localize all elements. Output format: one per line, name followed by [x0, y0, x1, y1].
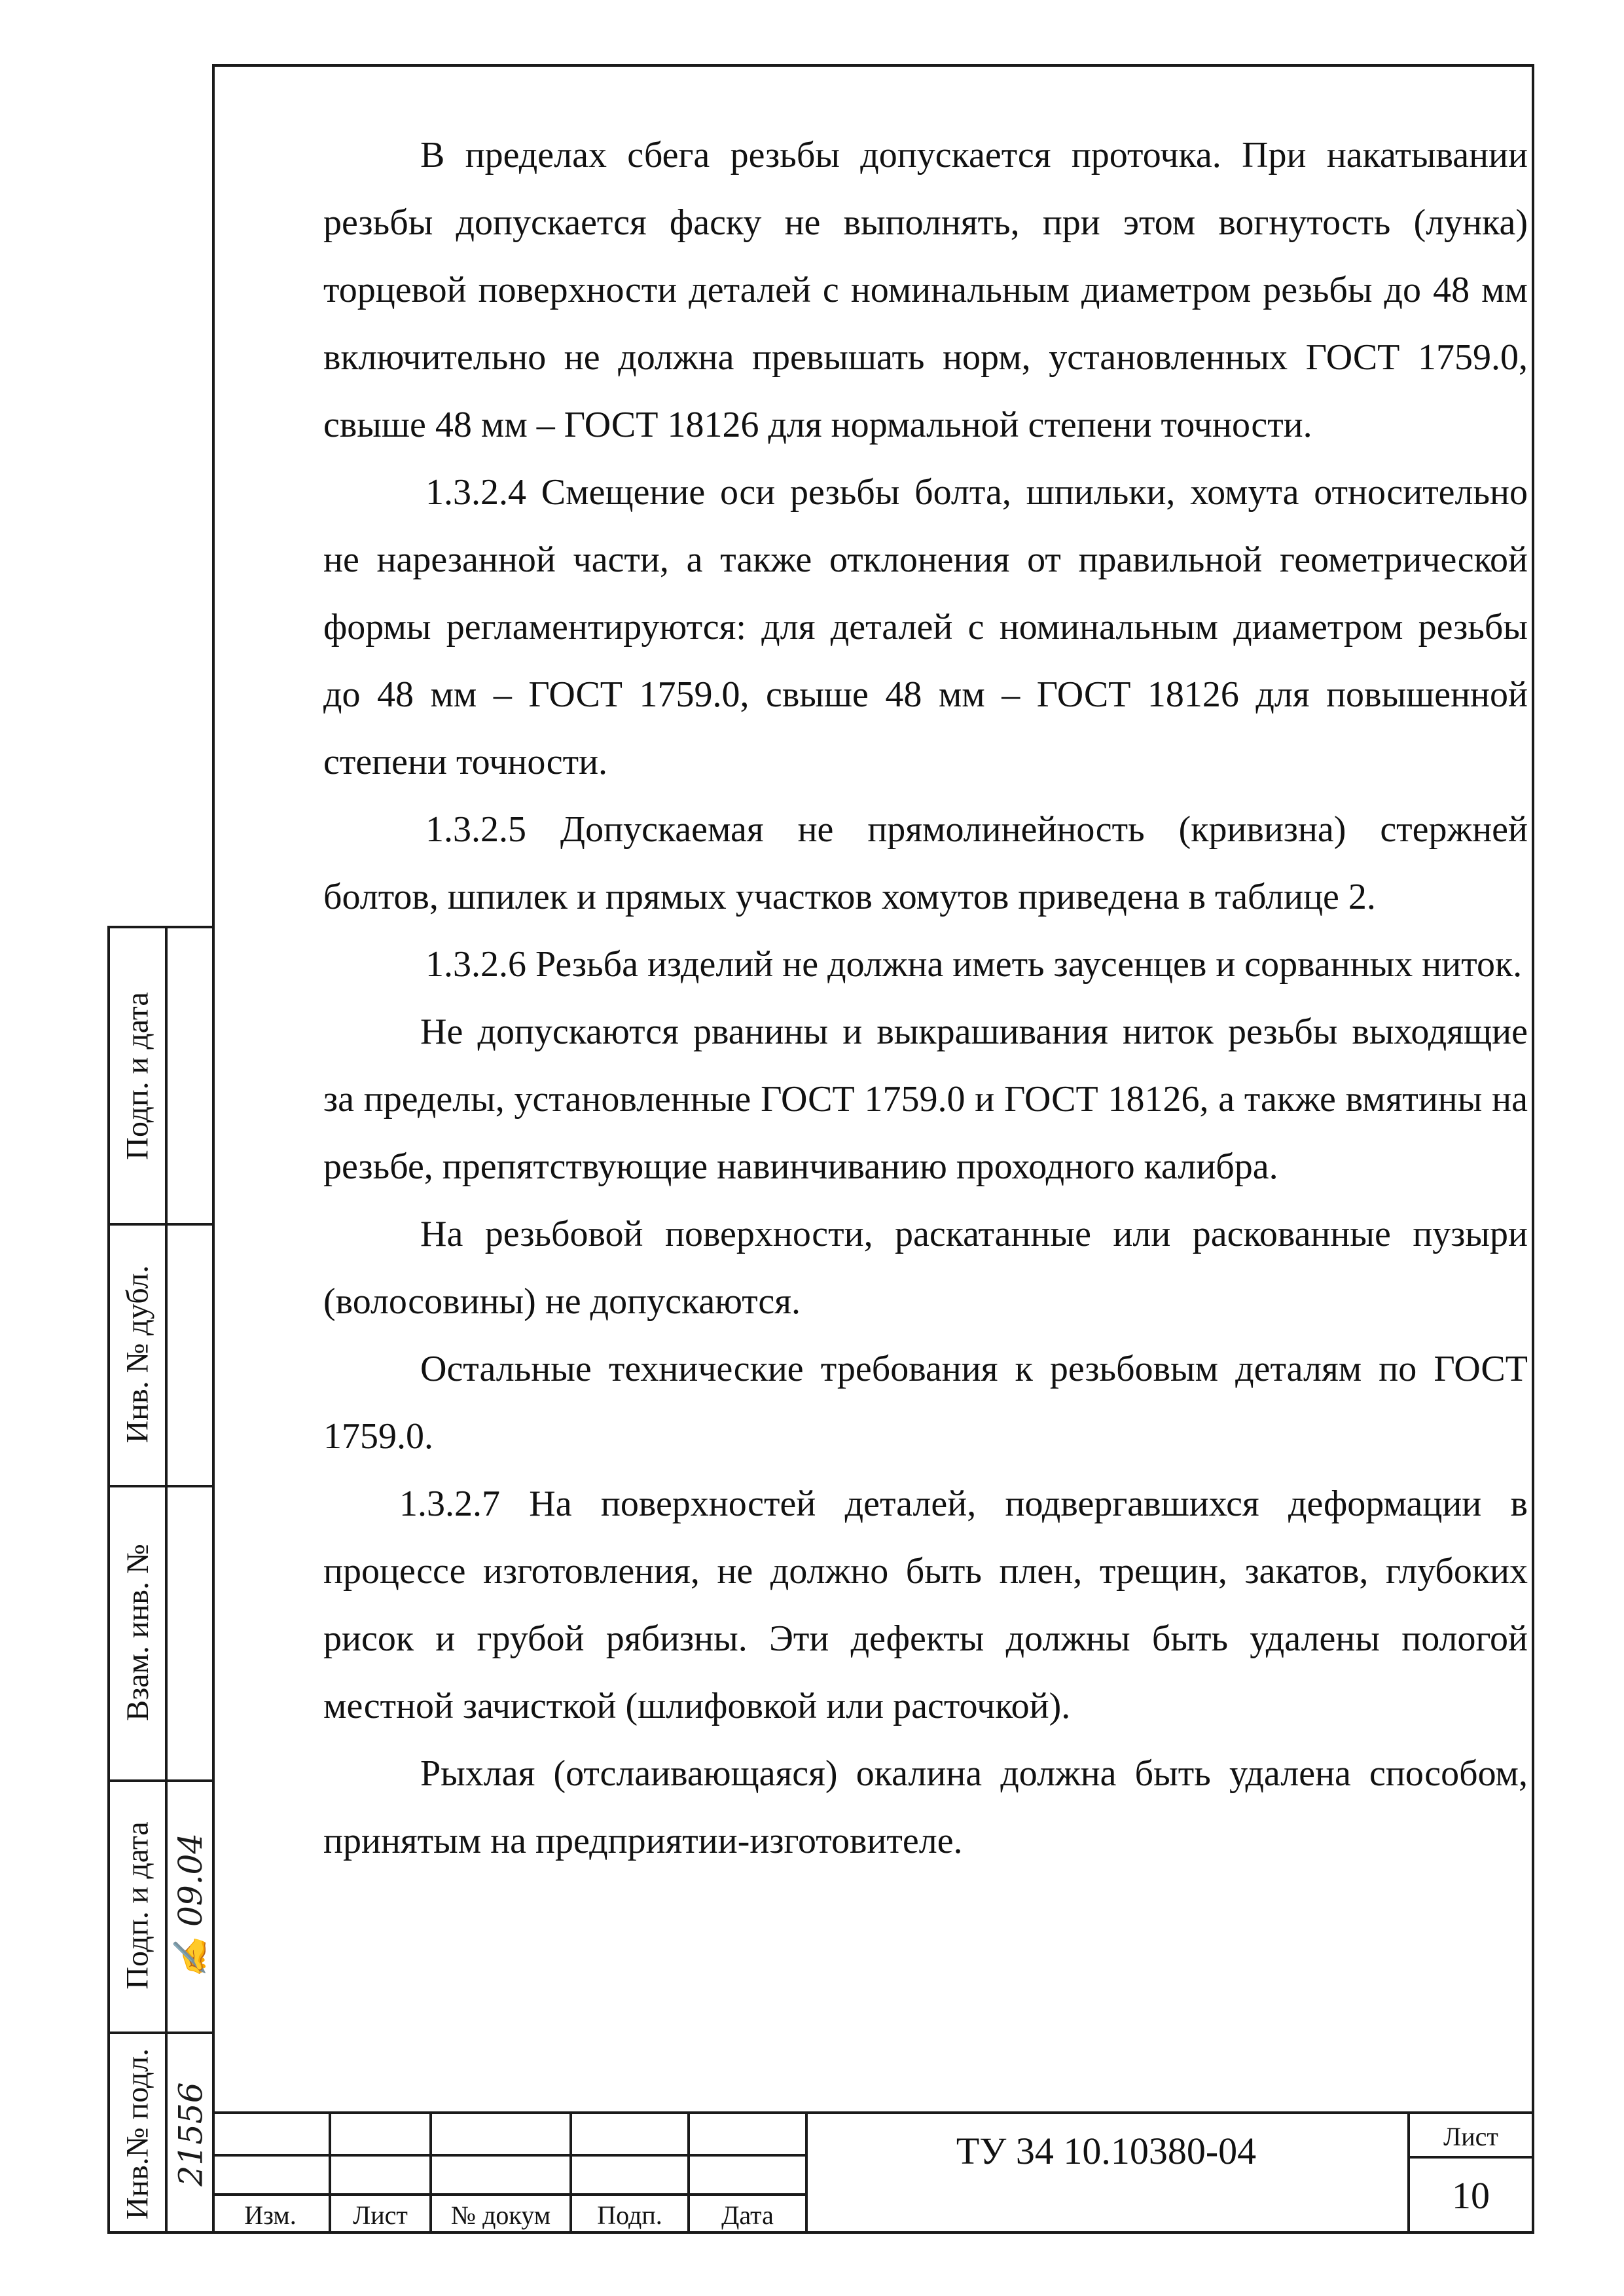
stamp-inv-podl: Инв.№ подл.	[120, 2048, 155, 2220]
title-block-mid-line	[212, 2154, 805, 2157]
paragraph: На резьбовой поверхности, раскатанные или раскованные пузыри (волосовины) не допускаются.	[323, 1214, 1528, 1322]
paragraph: Рыхлая (отслаивающаяся) окалина должна быть удалена способом, принятым на предприятии-изготовителе.	[323, 1753, 1528, 1861]
side-stamp	[107, 926, 215, 2234]
paragraph: 1.3.2.7 На поверхностей деталей, подвергавшихся деформации в процессе изготовления, не должно быть плен, трещин, закатов, глубоких рисок и грубой рябизны. Эти дефекты должны быть удалены пологой местной зачисткой (шлифовкой или расточкой).	[323, 1484, 1528, 1726]
col-dokum: № докум	[450, 2200, 551, 2230]
stamp-inv-dubl: Инв. № дубл.	[120, 1265, 155, 1443]
col-list: Лист	[353, 2200, 408, 2230]
paragraph: 1.3.2.5 Допускаемая не прямолинейность (кривизна) стержней болтов, шпилек и прямых участков хомутов приведена в таблице 2.	[323, 809, 1528, 917]
col-podp: Подп.	[597, 2200, 662, 2230]
signature-mark: ✍	[171, 1926, 210, 1978]
col-data: Дата	[721, 2200, 774, 2230]
paragraph: 1.3.2.6 Резьба изделий не должна иметь заусенцев и сорванных ниток.	[425, 944, 1523, 985]
handwritten-date: ✍ 09.04	[171, 1832, 210, 1978]
handwritten-inventory-number: 21556	[172, 2081, 210, 2187]
stamp-vzam-inv: Взам. инв. №	[120, 1543, 155, 1721]
document-code: ТУ 34 10.10380-04	[956, 2129, 1257, 2172]
sheet-label: Лист	[1443, 2121, 1498, 2151]
sheet-number: 10	[1452, 2174, 1490, 2217]
col-izm: Изм.	[244, 2200, 297, 2230]
document-body	[323, 122, 1528, 1875]
paragraph: 1.3.2.4 Смещение оси резьбы болта, шпильки, хомута относительно не нарезанной части, а также отклонения от правильной геометрической формы регламентируются: для деталей с номинальным диаметром резьбы до 48 мм – ГОСТ 1759.0, свыше 48 мм – ГОСТ 18126 для повышенной степени точности.	[323, 472, 1528, 782]
stamp-podp-data-1: Подп. и дата	[120, 991, 155, 1160]
paragraph: Не допускаются рванины и выкрашивания ниток резьбы выходящие за пределы, установленные ГОСТ 1759.0 и ГОСТ 18126, а также вмятины на резьбе, препятствующие навинчиванию проходного калибра.	[323, 1011, 1528, 1187]
paragraph: В пределах сбега резьбы допускается проточка. При накатывании резьбы допускается фаску не выполнять, при этом вогнутость (лунка) торцевой поверхности деталей с номинальным диаметром резьбы до 48 мм включительно не должна превышать норм, установленных ГОСТ 1759.0, свыше 48 мм – ГОСТ 18126 для нормальной степени точности.	[323, 135, 1528, 445]
paragraph: Остальные технические требования к резьбовым деталям по ГОСТ 1759.0.	[323, 1349, 1528, 1457]
stamp-podp-data-2: Подп. и дата	[120, 1821, 155, 1990]
